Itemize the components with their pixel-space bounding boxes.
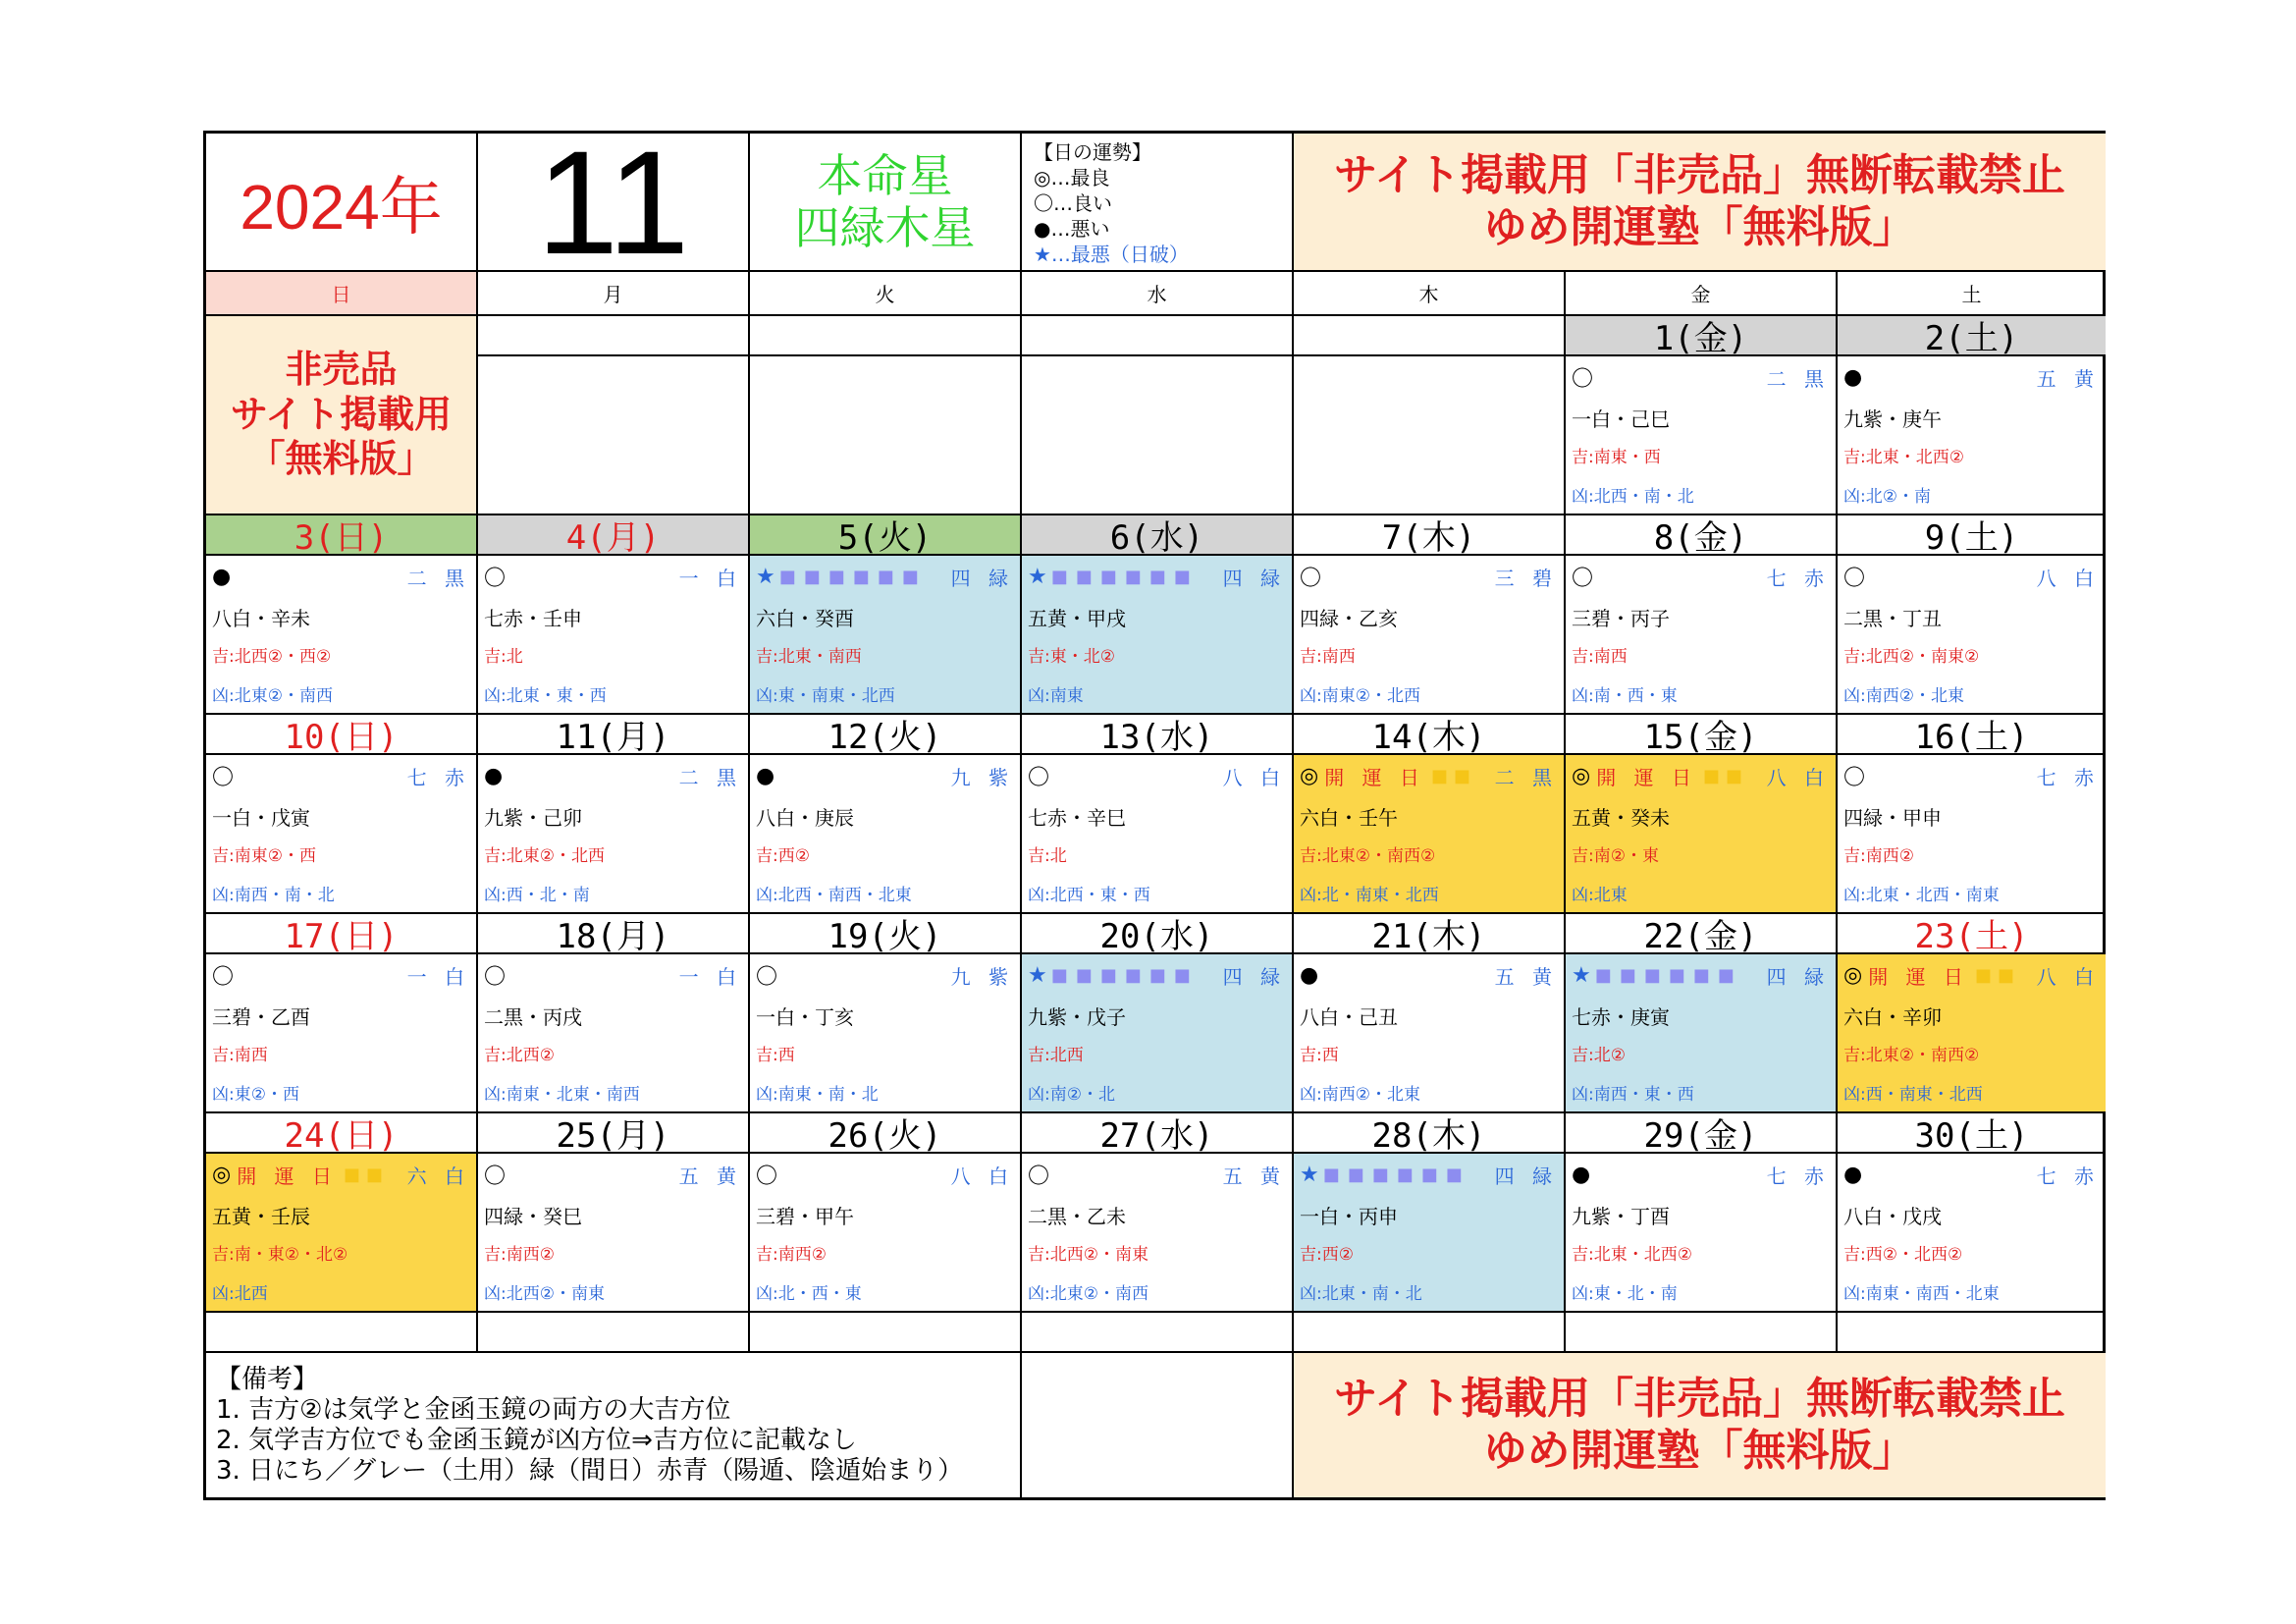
nine-star: 八 白: [950, 1164, 1014, 1188]
date-header-20: 20(水): [1022, 914, 1294, 954]
kyo-direction: 凶:東②・西: [212, 1085, 299, 1105]
kyo-direction: 凶:北東②・南西: [212, 686, 333, 706]
nine-star: 七 赤: [2036, 765, 2100, 789]
day-cell-19: [750, 954, 1022, 1113]
kyo-direction: 凶:南西②・北東: [1300, 1085, 1420, 1105]
date-header-29: 29(金): [1566, 1113, 1838, 1154]
eto: 九紫・己卯: [484, 806, 582, 830]
kichi-direction: 吉:北東・北西②: [1572, 1245, 1692, 1265]
day-cell-8: [1566, 556, 1838, 715]
fortune-mark: 〇: [1300, 566, 1322, 591]
kichi-direction: 吉:北西②・南東: [1028, 1245, 1148, 1265]
date-header-9: 9(土): [1838, 515, 2106, 556]
nine-star: 七 赤: [2036, 1164, 2100, 1188]
kyo-direction: 凶:北西・東・西: [1028, 886, 1150, 905]
honmei-cell: [750, 134, 1022, 272]
decorative-squares: ■■■■■■: [1322, 1164, 1470, 1185]
nine-star: 七 赤: [406, 765, 470, 789]
day-cell-23: [1838, 954, 2106, 1113]
date-header-18: 18(月): [478, 914, 750, 954]
decorative-squares: ■■: [1430, 765, 1476, 786]
kichi-direction: 吉:北東②・北西: [484, 846, 605, 866]
eto: 五黄・癸未: [1572, 806, 1670, 830]
weekday-wed: 水: [1022, 272, 1294, 316]
kichi-direction: 吉:南東②・西: [212, 846, 316, 866]
kichi-direction: 吉:西②・北西②: [1843, 1245, 1963, 1265]
date-header-28: 28(木): [1294, 1113, 1566, 1154]
date-header-25: 25(月): [478, 1113, 750, 1154]
nine-star: 二 黒: [678, 765, 742, 789]
date-header-11: 11(月): [478, 715, 750, 755]
eto: 三碧・乙酉: [212, 1005, 310, 1029]
day-cell-13: [1022, 755, 1294, 914]
kichi-direction: 吉:南西②: [1843, 846, 1914, 866]
year-cell: [206, 134, 478, 272]
eto: 六白・辛卯: [1843, 1005, 1942, 1029]
eto: 六白・壬午: [1300, 806, 1398, 830]
honmei-line1: 本命星: [817, 148, 953, 202]
day-cell-12: [750, 755, 1022, 914]
eto: 八白・庚辰: [756, 806, 854, 830]
eto: 一白・己巳: [1572, 407, 1670, 431]
date-header-8: 8(金): [1566, 515, 1838, 556]
fortune-mark: ★: [756, 564, 775, 589]
date-header-17: 17(日): [206, 914, 478, 954]
day-cell-26: [750, 1154, 1022, 1313]
empty-date-cell: [1294, 316, 1566, 356]
kyo-direction: 凶:北東・北西・南東: [1843, 886, 2000, 905]
kyo-direction: 凶:北東: [1572, 886, 1628, 905]
remarks-line1: 1. 吉方②は気学と金函玉鏡の両方の大吉方位: [216, 1395, 731, 1425]
kichi-direction: 吉:西②: [1300, 1245, 1354, 1265]
kichi-direction: 吉:北②: [1572, 1046, 1626, 1065]
decorative-squares: ■■■■■■: [1050, 566, 1199, 587]
nine-star: 五 黄: [678, 1164, 742, 1188]
kichi-direction: 吉:北西: [1028, 1046, 1084, 1065]
date-header-15: 15(金): [1566, 715, 1838, 755]
day-cell-1: [1566, 356, 1838, 515]
kichi-direction: 吉:西: [756, 1046, 795, 1065]
fortune-mark: ●: [212, 564, 232, 589]
fortune-mark: 〇: [484, 566, 507, 591]
kichi-direction: 吉:北東・南西: [756, 647, 862, 667]
weekday-fri: 金: [1566, 272, 1838, 316]
fortune-mark: ◎: [1572, 763, 1591, 788]
kyo-direction: 凶:南西・東・西: [1572, 1085, 1694, 1105]
date-header-23: 23(土): [1838, 914, 2106, 954]
calendar-table: [203, 131, 2106, 1500]
fortune-mark: ●: [1843, 364, 1863, 390]
kichi-direction: 吉:東・北②: [1028, 647, 1115, 667]
weekday-sat: 土: [1838, 272, 2106, 316]
kyo-direction: 凶:北西②・南東: [484, 1284, 605, 1304]
header-notice: [1294, 134, 2106, 272]
fortune-mark: ●: [484, 763, 504, 788]
fortune-mark: ★: [1300, 1162, 1319, 1187]
empty-date-cell: [750, 316, 1022, 356]
day-cell-21: [1294, 954, 1566, 1113]
fortune-mark: ●: [756, 763, 775, 788]
empty-date-cell: [1022, 316, 1294, 356]
fortune-mark: ●: [1843, 1162, 1863, 1187]
eto: 九紫・庚午: [1843, 407, 1942, 431]
kyo-direction: 凶:北・西・東: [756, 1284, 862, 1304]
weekday-tue: 火: [750, 272, 1022, 316]
kyo-direction: 凶:南東・南・北: [756, 1085, 879, 1105]
side-notice-line3: 「無料版」: [247, 437, 435, 481]
kyo-direction: 凶:北・南東・北西: [1300, 886, 1439, 905]
empty-day-cell: [750, 356, 1022, 515]
eto: 三碧・丙子: [1572, 607, 1670, 630]
kyo-direction: 凶:南・西・東: [1572, 686, 1678, 706]
empty-day-cell: [478, 356, 750, 515]
kichi-direction: 吉:北: [1028, 846, 1067, 866]
nine-star: 六 白: [406, 1164, 470, 1188]
eto: 一白・丙申: [1300, 1205, 1398, 1228]
day-cell-9: [1838, 556, 2106, 715]
empty-day-cell: [1294, 356, 1566, 515]
empty-row-cell: [1294, 1313, 1566, 1353]
fortune-mark: 〇: [1028, 1164, 1050, 1189]
footer-notice-line2: ゆめ開運塾「無料版」: [1483, 1425, 1916, 1476]
day-cell-14: [1294, 755, 1566, 914]
kyo-direction: 凶:北②・南: [1843, 487, 1931, 507]
eto: 六白・癸酉: [756, 607, 854, 630]
eto: 五黄・甲戌: [1028, 607, 1126, 630]
kichi-direction: 吉:北東・北西②: [1843, 448, 1964, 467]
weekday-sun: 日: [206, 272, 478, 316]
remarks-box: [206, 1353, 1022, 1497]
day-cell-16: [1838, 755, 2106, 914]
legend-good: 〇…良い: [1034, 191, 1112, 215]
nine-star: 四 緑: [1222, 964, 1286, 989]
kichi-direction: 吉:南西②: [756, 1245, 827, 1265]
date-header-13: 13(水): [1022, 715, 1294, 755]
nine-star: 七 赤: [1766, 1164, 1830, 1188]
date-header-7: 7(木): [1294, 515, 1566, 556]
footer-notice: [1294, 1353, 2106, 1497]
nine-star: 八 白: [2036, 566, 2100, 590]
kyo-direction: 凶:南東: [1028, 686, 1084, 706]
empty-row-cell: [750, 1313, 1022, 1353]
kyo-direction: 凶:南②・北: [1028, 1085, 1115, 1105]
fortune-mark: 〇: [1572, 566, 1594, 591]
empty-notes-cell: [1022, 1353, 1294, 1497]
nine-star: 一 白: [406, 964, 470, 989]
decorative-squares: ■■■■■■: [1050, 964, 1199, 986]
nine-star: 五 黄: [1494, 964, 1558, 989]
eto: 五黄・壬辰: [212, 1205, 310, 1228]
kichi-direction: 吉:北西②・西②: [212, 647, 332, 667]
fortune-legend: [1022, 134, 1294, 272]
nine-star: 一 白: [678, 566, 742, 590]
fortune-mark: 〇: [484, 964, 507, 990]
day-cell-24: [206, 1154, 478, 1313]
honmei-star: [795, 150, 976, 254]
day-cell-15: [1566, 755, 1838, 914]
remarks-line3: 3. 日にち／グレー（土用）緑（間日）赤青（陽遁、陰遁始まり）: [216, 1456, 964, 1486]
day-cell-30: [1838, 1154, 2106, 1313]
kichi-direction: 吉:南②・東: [1572, 846, 1659, 866]
eto: 二黒・丙戌: [484, 1005, 582, 1029]
empty-day-cell: [1022, 356, 1294, 515]
notice-line2: ゆめ開運塾「無料版」: [1483, 201, 1916, 252]
day-cell-4: [478, 556, 750, 715]
day-cell-17: [206, 954, 478, 1113]
empty-row-cell: [1022, 1313, 1294, 1353]
kichi-direction: 吉:西: [1300, 1046, 1339, 1065]
month-cell: [478, 134, 750, 272]
fortune-mark: 〇: [1572, 366, 1594, 392]
kichi-direction: 吉:南東・西: [1572, 448, 1661, 467]
empty-row-cell: [1838, 1313, 2106, 1353]
kichi-direction: 吉:北東②・南西②: [1300, 846, 1436, 866]
fortune-mark: ★: [1028, 564, 1047, 589]
date-header-6: 6(水): [1022, 515, 1294, 556]
legend-bad: ●…悪い: [1034, 217, 1110, 241]
eto: 八白・戊戌: [1843, 1205, 1942, 1228]
day-cell-27: [1022, 1154, 1294, 1313]
day-cell-6: [1022, 556, 1294, 715]
day-cell-18: [478, 954, 750, 1113]
day-cell-20: [1022, 954, 1294, 1113]
day-cell-28: [1294, 1154, 1566, 1313]
date-header-1: 1(金): [1566, 316, 1838, 356]
kyo-direction: 凶:西・北・南: [484, 886, 590, 905]
day-cell-5: [750, 556, 1022, 715]
kyo-direction: 凶:南東②・北西: [1300, 686, 1420, 706]
empty-row-cell: [478, 1313, 750, 1353]
side-notice-line1: 非売品: [285, 348, 398, 392]
side-notice: [206, 316, 478, 515]
kichi-direction: 吉:北西②・南東②: [1843, 647, 1980, 667]
kichi-direction: 吉:南西: [1300, 647, 1356, 667]
fortune-mark: 〇: [1843, 765, 1866, 790]
kaiun-label: 開 運 日: [1868, 964, 1969, 989]
nine-star: 四 緑: [1494, 1164, 1558, 1188]
fortune-mark: ◎: [1300, 763, 1319, 788]
decorative-squares: ■■■■■■: [1594, 964, 1742, 986]
nine-star: 三 碧: [1494, 566, 1558, 590]
legend-title: 【日の運勢】: [1034, 140, 1151, 164]
day-cell-11: [478, 755, 750, 914]
nine-star: 四 緑: [1222, 566, 1286, 590]
fortune-mark: 〇: [212, 765, 235, 790]
kichi-direction: 吉:南・東②・北②: [212, 1245, 348, 1265]
kyo-direction: 凶:北東・南・北: [1300, 1284, 1422, 1304]
side-notice-line2: サイト掲載用: [230, 392, 453, 436]
kyo-direction: 凶:南東・北東・南西: [484, 1085, 640, 1105]
date-header-26: 26(火): [750, 1113, 1022, 1154]
decorative-squares: ■■■■■■: [778, 566, 927, 587]
nine-star: 二 黒: [1766, 366, 1830, 391]
eto: 二黒・乙未: [1028, 1205, 1126, 1228]
remarks-line2: 2. 気学吉方位でも金函玉鏡が凶方位⇒吉方位に記載なし: [216, 1426, 857, 1455]
day-cell-7: [1294, 556, 1566, 715]
date-header-14: 14(木): [1294, 715, 1566, 755]
nine-star: 一 白: [678, 964, 742, 989]
date-header-24: 24(日): [206, 1113, 478, 1154]
fortune-mark: 〇: [212, 964, 235, 990]
kichi-direction: 吉:西②: [756, 846, 810, 866]
eto: 七赤・辛巳: [1028, 806, 1126, 830]
kichi-direction: 吉:南西: [212, 1046, 268, 1065]
kyo-direction: 凶:北西: [212, 1284, 268, 1304]
eto: 七赤・壬申: [484, 607, 582, 630]
kaiun-label: 開 運 日: [237, 1164, 338, 1188]
kichi-direction: 吉:北西②: [484, 1046, 555, 1065]
eto: 三碧・甲午: [756, 1205, 854, 1228]
kyo-direction: 凶:南西②・北東: [1843, 686, 1964, 706]
kichi-direction: 吉:南西②: [484, 1245, 555, 1265]
eto: 四緑・甲申: [1843, 806, 1942, 830]
weekday-mon: 月: [478, 272, 750, 316]
date-header-12: 12(火): [750, 715, 1022, 755]
day-cell-10: [206, 755, 478, 914]
year-label: 2024年: [240, 171, 443, 243]
legend-best: ◎…最良: [1034, 166, 1110, 189]
eto: 二黒・丁丑: [1843, 607, 1942, 630]
fortune-mark: ●: [1572, 1162, 1591, 1187]
fortune-mark: 〇: [484, 1164, 507, 1189]
decorative-squares: ■■: [343, 1164, 389, 1185]
date-header-22: 22(金): [1566, 914, 1838, 954]
date-header-27: 27(水): [1022, 1113, 1294, 1154]
fortune-mark: ◎: [1843, 962, 1863, 988]
fortune-mark: 〇: [1028, 765, 1050, 790]
fortune-mark: ◎: [212, 1162, 232, 1187]
nine-star: 九 紫: [950, 765, 1014, 789]
date-header-21: 21(木): [1294, 914, 1566, 954]
date-header-4: 4(月): [478, 515, 750, 556]
nine-star: 八 白: [1766, 765, 1830, 789]
date-header-19: 19(火): [750, 914, 1022, 954]
kyo-direction: 凶:北西・南・北: [1572, 487, 1694, 507]
empty-date-cell: [478, 316, 750, 356]
footer-notice-line1: サイト掲載用「非売品」無断転載禁止: [1334, 1373, 2065, 1424]
honmei-line2: 四緑木星: [794, 200, 976, 254]
fortune-mark: ●: [1300, 962, 1319, 988]
legend-worst: ★…最悪（日破）: [1034, 243, 1189, 266]
eto: 九紫・戊子: [1028, 1005, 1126, 1029]
date-header-10: 10(日): [206, 715, 478, 755]
kyo-direction: 凶:南東・南西・北東: [1843, 1284, 2000, 1304]
decorative-squares: ■■: [1974, 964, 2020, 986]
kaiun-label: 開 運 日: [1324, 765, 1425, 789]
day-cell-29: [1566, 1154, 1838, 1313]
kichi-direction: 吉:北東②・南西②: [1843, 1046, 1980, 1065]
kyo-direction: 凶:東・北・南: [1572, 1284, 1678, 1304]
eto: 九紫・丁酉: [1572, 1205, 1670, 1228]
date-header-3: 3(日): [206, 515, 478, 556]
eto: 七赤・庚寅: [1572, 1005, 1670, 1029]
notice-line1: サイト掲載用「非売品」無断転載禁止: [1334, 149, 2065, 200]
fortune-mark: ★: [1572, 962, 1591, 988]
eto: 四緑・癸巳: [484, 1205, 582, 1228]
kichi-direction: 吉:北: [484, 647, 523, 667]
nine-star: 七 赤: [1766, 566, 1830, 590]
nine-star: 九 紫: [950, 964, 1014, 989]
fortune-mark: 〇: [756, 1164, 778, 1189]
fortune-mark: 〇: [1843, 566, 1866, 591]
eto: 一白・丁亥: [756, 1005, 854, 1029]
nine-star: 二 黒: [406, 566, 470, 590]
date-header-30: 30(土): [1838, 1113, 2106, 1154]
eto: 八白・己丑: [1300, 1005, 1398, 1029]
day-cell-25: [478, 1154, 750, 1313]
date-header-5: 5(火): [750, 515, 1022, 556]
day-cell-22: [1566, 954, 1838, 1113]
date-header-16: 16(土): [1838, 715, 2106, 755]
eto: 八白・辛未: [212, 607, 310, 630]
empty-row-cell: [1566, 1313, 1838, 1353]
kyo-direction: 凶:南西・南・北: [212, 886, 335, 905]
nine-star: 八 白: [1222, 765, 1286, 789]
day-cell-3: [206, 556, 478, 715]
eto: 一白・戊寅: [212, 806, 310, 830]
nine-star: 二 黒: [1494, 765, 1558, 789]
kyo-direction: 凶:北東②・南西: [1028, 1284, 1148, 1304]
remarks-title: 【備考】: [216, 1365, 319, 1394]
kichi-direction: 吉:南西: [1572, 647, 1628, 667]
nine-star: 四 緑: [950, 566, 1014, 590]
fortune-mark: 〇: [756, 964, 778, 990]
fortune-mark: ★: [1028, 962, 1047, 988]
kyo-direction: 凶:西・南東・北西: [1843, 1085, 1983, 1105]
nine-star: 四 緑: [1766, 964, 1830, 989]
empty-row-cell: [206, 1313, 478, 1353]
nine-star: 八 白: [2036, 964, 2100, 989]
kyo-direction: 凶:北東・東・西: [484, 686, 607, 706]
kyo-direction: 凶:東・南東・北西: [756, 686, 895, 706]
date-header-2: 2(土): [1838, 316, 2106, 356]
month-number: 11: [536, 134, 690, 272]
nine-star: 五 黄: [1222, 1164, 1286, 1188]
eto: 四緑・乙亥: [1300, 607, 1398, 630]
kyo-direction: 凶:北西・南西・北東: [756, 886, 912, 905]
nine-star: 五 黄: [2036, 366, 2100, 391]
kaiun-label: 開 運 日: [1596, 765, 1697, 789]
weekday-thu: 木: [1294, 272, 1566, 316]
decorative-squares: ■■: [1702, 765, 1748, 786]
day-cell-2: [1838, 356, 2106, 515]
